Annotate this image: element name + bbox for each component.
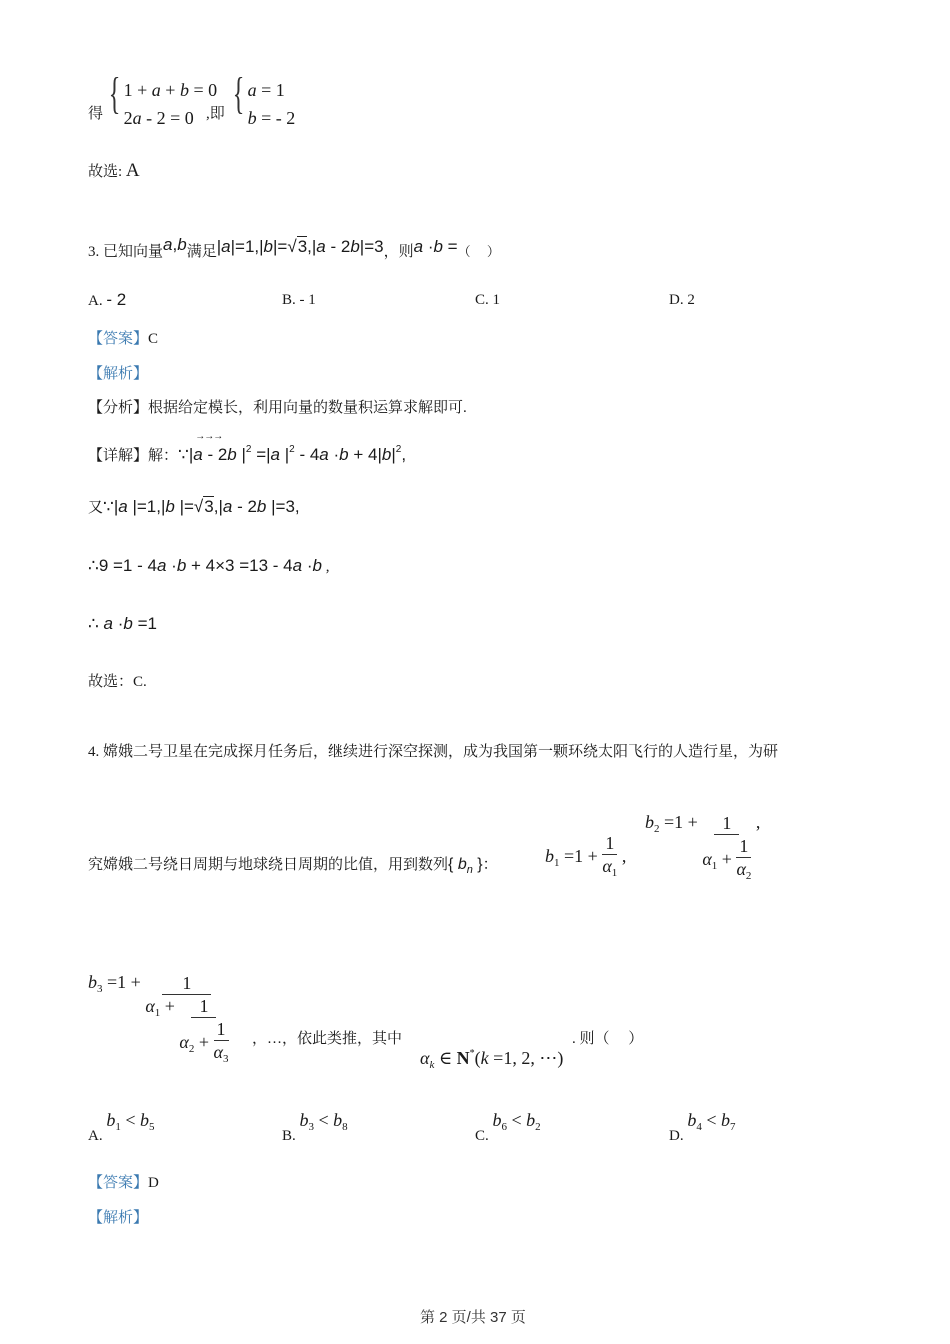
q3-answer: [88, 327, 158, 348]
answer-tag: 【答案】: [88, 331, 149, 347]
q3-step-4: ∴ a ·b =1: [88, 614, 157, 633]
q3-step-3: ∴9 =1 - 4a ·b + 4×3 =13 - 4a ·b ,: [88, 556, 330, 575]
answer-value: C: [148, 331, 159, 347]
q3-paren: （ ）: [457, 244, 500, 259]
q3-option-d: D. 2: [669, 292, 695, 308]
system2-line1: a = 1: [247, 79, 285, 100]
q3-stem-suffix: ，则: [383, 244, 414, 260]
q3-analysis-tag: 【解析】: [88, 366, 149, 382]
xiangjie-tag: 【详解】: [88, 448, 149, 464]
q3-number: 3.: [88, 244, 100, 260]
q3-xiangjie: 【详解】解：∵| →→→ a - 2b $|^2 =|a$ $|^2 - 4a \cdot b + 4|b|^2$,: [88, 431, 407, 464]
answer-tag: 【答案】: [88, 1175, 149, 1191]
equation-system-2: { a = 1 b = - 2: [228, 72, 295, 132]
q4-answer: [88, 1171, 159, 1192]
de-label: 得: [88, 106, 104, 122]
q4-analysis-tag: 【解析】: [88, 1210, 149, 1226]
q3-stem-mid: 满足: [186, 244, 217, 260]
q4-b3-formula: $b_3 =1$ + 1 $\alpha_1$ + 1 $\alpha_2$ + $\frac{1}{\alpha_3}$: [88, 972, 229, 1065]
q3-option-b: B. - 1: [282, 292, 316, 308]
q4-line2: 究嫦娥二号绕日周期与地球绕日周期的比值，用到数列{ $b_n$ }：: [88, 856, 498, 876]
q4-line1: 4. 嫦娥二号卫星在完成探月任务后，继续进行深空探测，成为我国第一颗环绕太阳飞行的人造行星，为研: [88, 744, 779, 760]
q3-stem-prefix: 已知向量: [103, 244, 164, 260]
q4-b1-formula: $b_1 =1$ + $\frac{1}{\alpha_1}$ ,: [545, 833, 627, 879]
q3-step-2: 又∵|a |=1,|b |=√3,|a - 2b |=3,: [88, 497, 300, 516]
system2-line2: b = - 2: [247, 107, 296, 128]
q3-guxuan: 故选：C.: [88, 674, 147, 690]
system1-line2: 2a - 2 = 0: [123, 107, 194, 128]
q3-option-a: A. - 2: [88, 290, 127, 309]
page-footer: 第 2 页/共 37 页: [420, 1309, 526, 1326]
answer-value: D: [148, 1175, 159, 1191]
q3-option-c: C. 1: [475, 292, 501, 308]
q4-continuation: ，…，依此类推，其中: [252, 1031, 403, 1047]
q3-stem: 3. 已知向量a,b满足|a|=1,|b|=√3,|a - 2b|=3，则a ·b =（ ）: [88, 235, 500, 260]
equation-system-1: { 1 + a + b = 0 2a - 2 = 0: [104, 72, 217, 132]
q2-guxuan: 故选: A: [88, 160, 140, 181]
q4-alpha-condition: $\alpha_k$ ∈ N*(k =1, 2, ⋯): [420, 1048, 564, 1071]
fenxi-tag: 【分析】: [88, 400, 149, 416]
system1-line1: 1 + a + b = 0: [123, 79, 218, 100]
q4-then: . 则（ ）: [572, 1031, 644, 1047]
fenxi-text: 根据给定模长，利用向量的数量积运算求解即可.: [148, 400, 467, 416]
q3-fenxi: [88, 396, 467, 417]
q4-option-c: C. $b_6 < b_2$: [475, 1110, 541, 1144]
q4-option-b: B. $b_3 < b_8$: [282, 1110, 348, 1144]
q4-option-a: A. $b_1 < b_5$: [88, 1110, 155, 1144]
ji-label: ,即: [206, 106, 225, 122]
q4-b2-formula: $b_2 =1$ + 1 $\alpha_1$ + $\frac{1}{\alpha_2}$ ,: [645, 812, 761, 882]
q4-option-d: D. $b_4 < b_7$: [669, 1110, 736, 1144]
